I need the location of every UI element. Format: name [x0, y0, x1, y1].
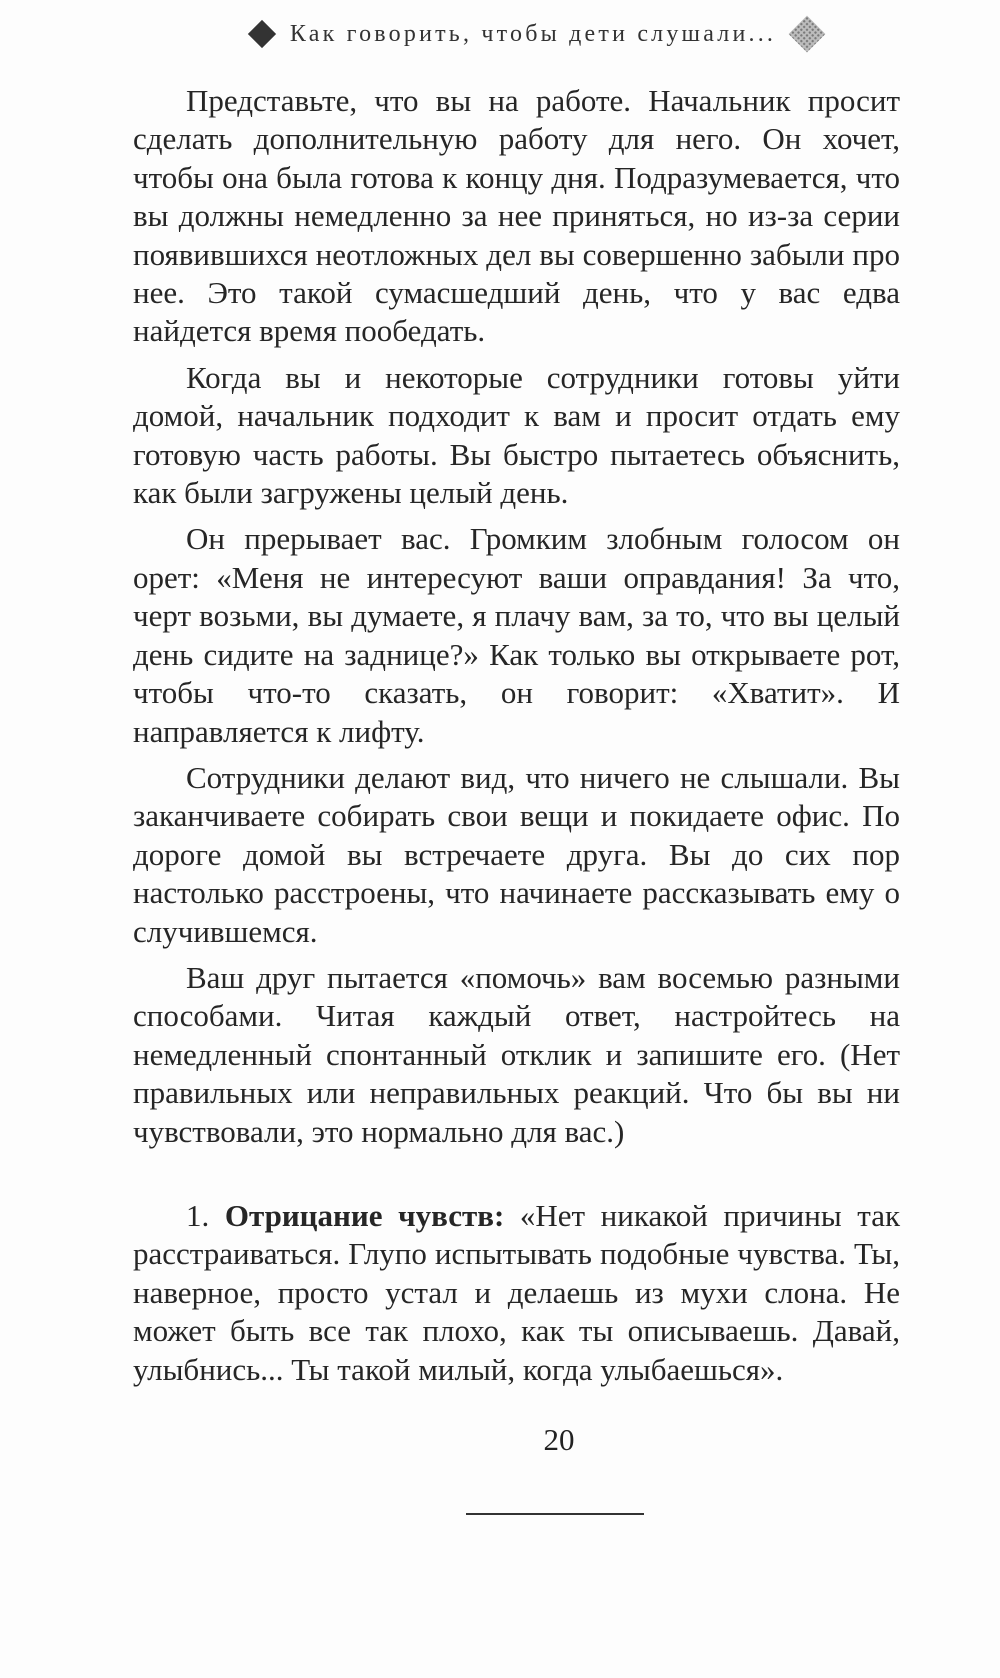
running-header-title: Как говорить, чтобы дети слушали...: [289, 20, 777, 47]
paragraph: Когда вы и некоторые сотрудники готовы уйти домой, начальник подходит к вам и просит отдать ему готовую часть работы. Вы быстро пытаетесь объяснить, как были загружены целый день.: [133, 359, 900, 511]
diamond-ornament-icon: [248, 20, 276, 48]
halftone-diamond-ornament-icon: [789, 16, 826, 53]
body-text: [133, 82, 900, 1397]
paragraph: Сотрудники делают вид, что ничего не слышали. Вы заканчиваете собирать свои вещи и покидаете офис. По дороге домой вы встречаете друга. Вы до сих пор настолько расстроены, что начинаете рассказывать ему о случившемся.: [133, 759, 900, 949]
paragraph: Он прерывает вас. Громким злобным голосом он орет: «Меня не интересуют ваши оправдания! За что, черт возьми, вы думаете, я плачу вам, за то, что вы целый день сидите на заднице?» Как только вы открываете рот, чтобы что-то сказать, он говорит: «Хватит». И направляется к лифту.: [133, 521, 900, 749]
list-item-text: «Нет никакой причины так расстраиваться. Глупо испытывать подобные чувства. Ты, наверное, просто устал и делаешь из мухи слона. Не может быть все так плохо, как ты описываешь. Давай, улыбнись... Ты такой милый, когда улыбаешься».: [133, 1197, 901, 1387]
paragraph: Представьте, что вы на работе. Начальник просит сделать дополнительную работу для него. Он хочет, чтобы она была готова к концу дня. Подразумевается, что вы должны немедленно за нее приняться, но из-за серии появившихся неотложных дел вы совершенно забыли про нее. Это такой сумасшедший день, что у вас едва найдется время пообедать.: [133, 83, 900, 349]
page-number-rule: [466, 1513, 644, 1515]
paragraph: Ваш друг пытается «помочь» вам восемью разными способами. Читая каждый ответ, настройтесь на немедленный спонтанный отклик и запишите его. (Нет правильных или неправильных реакций. Что бы вы ни чувствовали, это нормально для вас.): [133, 959, 900, 1149]
list-item-number: 1.: [186, 1197, 210, 1233]
list-item: [133, 1197, 900, 1389]
running-header: [196, 14, 876, 54]
list-item-heading: Отрицание чувств:: [224, 1197, 505, 1233]
page-number: 20: [543, 1422, 575, 1457]
